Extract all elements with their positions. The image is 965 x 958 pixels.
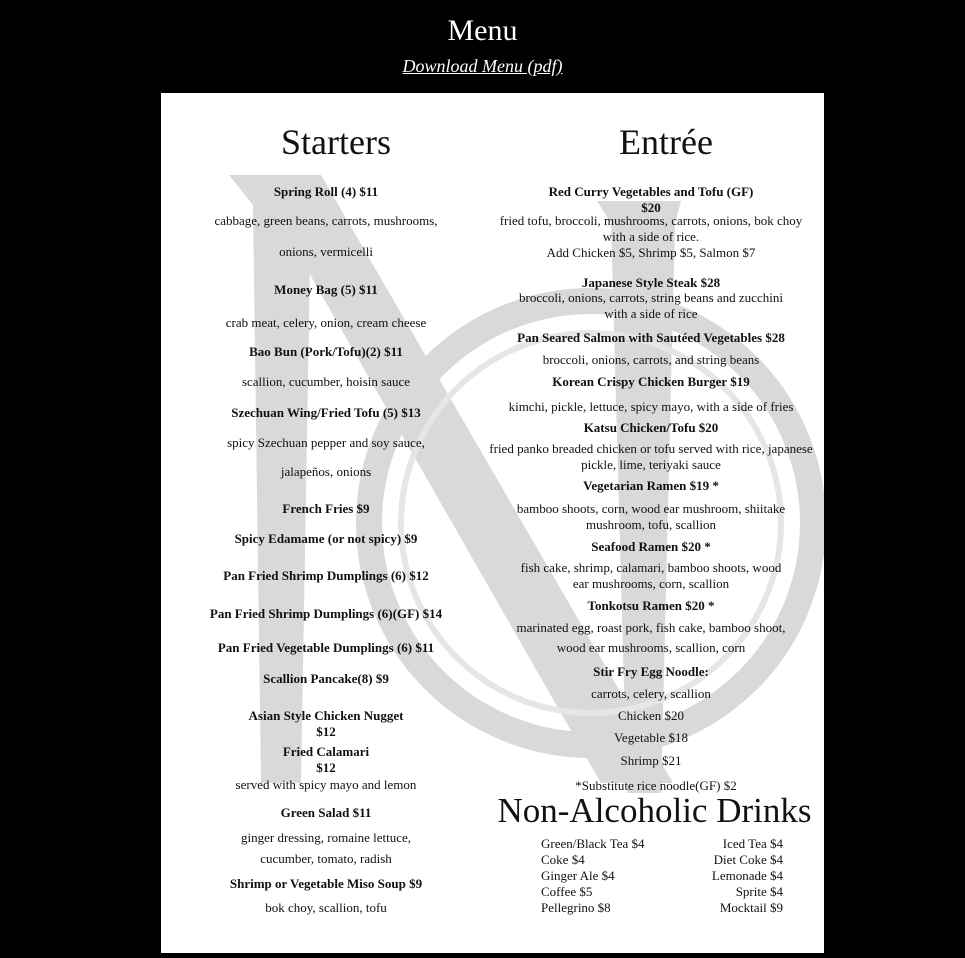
starter-item: Pan Fried Shrimp Dumplings (6)(GF) $14 xyxy=(209,606,443,621)
entree-desc: Chicken $20 xyxy=(617,708,685,723)
drinks-title: Non-Alcoholic Drinks xyxy=(497,791,812,830)
entree-item: Red Curry Vegetables and Tofu (GF) xyxy=(548,184,754,199)
drink-item: Coke $4 xyxy=(541,852,585,867)
entree-desc: with a side of rice. xyxy=(602,229,700,244)
drink-item: Iced Tea $4 xyxy=(722,836,783,851)
entree-price: $20 xyxy=(641,200,661,215)
starter-price: $12 xyxy=(316,760,336,775)
starter-item: Bao Bun (Pork/Tofu)(2) $11 xyxy=(249,344,403,359)
starter-desc: spicy Szechuan pepper and soy sauce, xyxy=(227,435,425,450)
starter-item: Spicy Edamame (or not spicy) $9 xyxy=(234,531,418,546)
entree-item: Seafood Ramen $20 * xyxy=(591,539,711,554)
entree-desc: ear mushrooms, corn, scallion xyxy=(572,576,730,591)
entree-desc: bamboo shoots, corn, wood ear mushroom, shiitake xyxy=(516,501,786,516)
entree-item: Japanese Style Steak $28 xyxy=(581,275,721,290)
drink-item: Pellegrino $8 xyxy=(541,900,611,915)
starter-item: French Fries $9 xyxy=(282,501,370,516)
starter-desc: onions, vermicelli xyxy=(279,244,373,259)
starter-item: Scallion Pancake(8) $9 xyxy=(263,671,389,686)
starter-item: Asian Style Chicken Nugget xyxy=(248,708,404,723)
starter-item: Fried Calamari xyxy=(282,744,370,759)
drink-item: Ginger Ale $4 xyxy=(541,868,615,883)
entree-desc: Shrimp $21 xyxy=(620,753,682,768)
entree-desc: fried tofu, broccoli, mushrooms, carrots, onions, bok choy xyxy=(499,213,803,228)
entree-desc: broccoli, onions, carrots, string beans and zucchini xyxy=(519,290,783,305)
entree-item: Korean Crispy Chicken Burger $19 xyxy=(552,374,750,389)
entree-desc: pickle, lime, teriyaki sauce xyxy=(581,457,721,472)
entree-desc: broccoli, onions, carrots, and string beans xyxy=(542,352,760,367)
starter-desc: bok choy, scallion, tofu xyxy=(265,900,387,915)
drink-item: Mocktail $9 xyxy=(719,900,783,915)
starter-item: Green Salad $11 xyxy=(280,805,372,820)
download-menu-link[interactable]: Download Menu (pdf) xyxy=(402,56,563,76)
entree-item: Pan Seared Salmon with Sautéed Vegetables $28 xyxy=(517,330,785,345)
starter-desc: cucumber, tomato, radish xyxy=(260,851,392,866)
starter-item: Szechuan Wing/Fried Tofu (5) $13 xyxy=(231,405,421,420)
entree-item: Tonkotsu Ramen $20 * xyxy=(587,598,715,613)
drinks-list-right xyxy=(691,836,783,916)
entree-item: Katsu Chicken/Tofu $20 xyxy=(583,420,719,435)
entree-desc: *Substitute rice noodle(GF) $2 xyxy=(575,778,737,793)
drink-item: Green/Black Tea $4 xyxy=(541,836,645,851)
menu-sheet xyxy=(161,93,824,953)
starter-desc: ginger dressing, romaine lettuce, xyxy=(240,830,412,845)
starter-desc: crab meat, celery, onion, cream cheese xyxy=(225,315,427,330)
drinks-list-left xyxy=(541,836,645,916)
entree-desc: marinated egg, roast pork, fish cake, bamboo shoot, xyxy=(516,620,786,635)
entree-desc: wood ear mushrooms, scallion, corn xyxy=(556,640,746,655)
entree-desc: Add Chicken $5, Shrimp $5, Salmon $7 xyxy=(546,245,756,260)
starter-desc: served with spicy mayo and lemon xyxy=(235,777,417,792)
entree-item: Stir Fry Egg Noodle: xyxy=(593,664,709,679)
entree-desc: fish cake, shrimp, calamari, bamboo shoots, wood xyxy=(520,560,782,575)
starter-desc: cabbage, green beans, carrots, mushrooms, xyxy=(214,213,438,228)
starter-desc: scallion, cucumber, hoisin sauce xyxy=(241,374,411,389)
entree-desc: kimchi, pickle, lettuce, spicy mayo, with a side of fries xyxy=(508,399,794,414)
entree-desc: Vegetable $18 xyxy=(613,730,688,745)
starter-item: Shrimp or Vegetable Miso Soup $9 xyxy=(229,876,423,891)
drink-item: Lemonade $4 xyxy=(711,868,783,883)
entree-desc: mushroom, tofu, scallion xyxy=(586,517,716,532)
entree-desc: carrots, celery, scallion xyxy=(591,686,711,701)
starter-item: Spring Roll (4) $11 xyxy=(273,184,379,199)
entree-item: Vegetarian Ramen $19 * xyxy=(583,478,719,493)
entree-desc: fried panko breaded chicken or tofu served with rice, japanese xyxy=(489,441,813,456)
starter-price: $12 xyxy=(316,724,336,739)
drink-item: Diet Coke $4 xyxy=(713,852,783,867)
starter-desc: jalapeños, onions xyxy=(280,464,372,479)
site-title: Menu xyxy=(447,14,518,47)
starter-item: Money Bag (5) $11 xyxy=(274,282,378,297)
drink-item: Sprite $4 xyxy=(735,884,783,899)
entree-title: Entrée xyxy=(619,122,713,162)
starter-item: Pan Fried Shrimp Dumplings (6) $12 xyxy=(223,568,429,583)
drink-item: Coffee $5 xyxy=(541,884,593,899)
starters-title: Starters xyxy=(281,122,391,162)
starter-item: Pan Fried Vegetable Dumplings (6) $11 xyxy=(217,640,435,655)
entree-desc: with a side of rice xyxy=(604,306,698,321)
